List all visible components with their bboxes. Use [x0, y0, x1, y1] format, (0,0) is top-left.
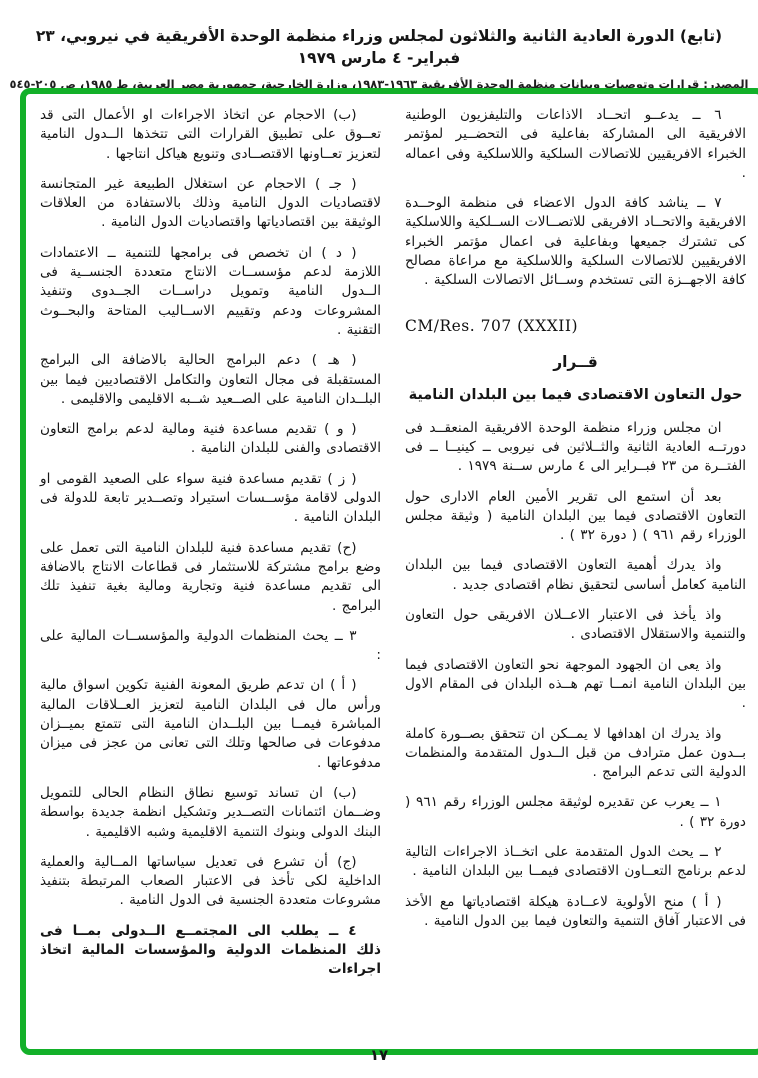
two-column-layout [40, 106, 746, 1039]
paragraph-preamble-6: واذ يدرك ان اهدافها لا يمــكن ان تتحقق بصــورة كاملة بــدون عمل مترادف من قبل الــدول المتقدمة والمنظمات الدولية التى تدعم البرامج . [405, 725, 746, 781]
paragraph-preamble-3: واذ يدرك أهمية التعاون الاقتصادى فيما بين البلدان النامية كعامل أساسى لتحقيق نظام اقتصادى جديد . [405, 557, 746, 593]
paragraph-preamble-5: واذ يعى ان الجهود الموجهة نحو التعاون الاقتصادى فيما بين البلدان النامية انمــا تهم هــذه البلدان فى المقام الاول . [405, 656, 746, 712]
document-header-title: (تابع) الدورة العادية الثانية والثلاثون لمجلس وزراء منظمة الوحدة الأفريقية في نيروبي، ٢٣ فبراير- ٤ مارس ١٩٧٩ [35, 27, 723, 67]
left-column [40, 106, 381, 1039]
paragraph-item-h: ( هـ ) دعم البرامج الحالية بالاضافة الى البرامج المستقبلة فى مجال التعاون والتكامل الاقتصاديين فيما بين البلــدان النامية على الصــعيد شــبه الاقليمى والاقليمى . [40, 352, 381, 407]
paragraph-item-7: ٧ ــ يناشد كافة الدول الاعضاء فى منظمة الوحــدة الافريقية والاتحــاد الافريقى للاتصــالات الســلكية واللاسلكية كى تشترك جميعها وبفاعلية فى اعمال مؤتمر الخبراء الافريقيين للاتصالات السلكية واللاسلكية مع مراعاة مصالح كافة الاجهــزة التى تستخدم وســائل الاتصالات السلكية . [405, 195, 746, 289]
document-header [0, 0, 758, 91]
paragraph-item-j: ( جـ ) الاحجام عن استغلال الطبيعة غير المتجانسة لاقتصاديات الدول النامية وذلك بالاستفادة من العلاقات الوثيقة بين اقتصادياتها واقتصاديات الدول النامية . [40, 175, 381, 231]
paragraph-operative-4: ٤ ــ يطلب الى المجتمــع الــدولى بمــا فى ذلك المنظمات الدولية والمؤسسات المالية اتخاذ اجراءات [40, 922, 381, 978]
content-border-box [20, 88, 758, 1055]
paragraph-preamble-1: ان مجلس وزراء منظمة الوحدة الافريقية المنعقــد فى دورتــه العادية الثانية والثــلاثين فى نيروبى ــ كينيــا ــ فى الفتــرة من ٢٣ فبــراير الى ٤ مارس ســنة ١٩٧٩ . [405, 419, 746, 475]
paragraph-preamble-2: بعد أن استمع الى تقرير الأمين العام الادارى حول التعاون الاقتصادى فيما بين البلدان النامية ( وثيقة مجلس الوزراء رقم ٩٦١ ) ( دورة ٣٢ ) . [405, 488, 746, 544]
paragraph-item-b: (ب) الاحجام عن اتخاذ الاجراءات او الأعمال التى قد تعــوق على تطبيق القرارات التى تتخذها الــدول النامية لتعزيز تعــاونها الاقتصــادى وتنويع هياكل انتاجها . [40, 107, 381, 162]
resolution-heading: قــرار [553, 352, 598, 371]
paragraph-item-hh: (ح) تقديم مساعدة فنية للبلدان النامية التى تعمل على وضع برامج مشتركة للاستثمار فى قطاعات الانتاج بالاضافة الى تقديم مساعدة فنية وتجارية ومالية بغية تنفيذ تلك البرامج . [40, 539, 381, 614]
paragraph-operative-3b: (ب) ان تساند توسيع نطاق النظام الحالى للتمويل وضــمان ائتمانات التصــدير وتشكيل انظمة جديدة بواسطة البنك الدولى وبنوك التنمية الاقليمية وشبه الاقليمية . [40, 784, 381, 840]
page-number: ١٧ [369, 1046, 389, 1064]
paragraph-operative-3: ٣ ــ يحث المنظمات الدولية والمؤسســات المالية على : [40, 627, 381, 664]
paragraph-operative-3a: ( أ ) ان تدعم طريق المعونة الفنية تكوين اسواق مالية ورأس مال فى البلدان النامية لتعزيز العــلاقات المالية المباشرة فيمــا بين البلــدان النامية التى تتمتع بميــزان مدفوعات فى صالحها وتلك التى تعانى من عجز فى ميزان مدفوعاتها . [40, 677, 381, 771]
paragraph-operative-2a: ( أ ) منح الأولوية لاعــادة هيكلة اقتصادياتها مع الأخذ فى الاعتبار آفاق التنمية والتعاون فيما بين الدول النامية . [405, 893, 746, 929]
paragraph-operative-2: ٢ ــ يحث الدول المتقدمة على اتخــاذ الاجراءات التالية لدعم برنامج التعــاون الاقتصادى فيمــا بين البلدان النامية . [405, 844, 746, 880]
paragraph-item-w: ( و ) تقديم مساعدة فنية ومالية لدعم برامج التعاون الاقتصادى والفنى للبلدان النامية . [40, 421, 381, 457]
paragraph-operative-1: ١ ــ يعرب عن تقديره لوثيقة مجلس الوزراء رقم ٩٦١ ( دورة ٣٢ ) . [405, 794, 746, 830]
paragraph-item-6: ٦ ــ يدعــو اتحــاد الاذاعات والتليفزيون الوطنية الافريقية الى المشاركة بفاعلية فى التحضــير لمؤتمر الخبراء الافريقيين للاتصالات السلكية واللاسلكية وفى اعماله . [405, 107, 746, 181]
right-column [405, 106, 746, 1039]
resolution-subject: حول التعاون الاقتصادى فيما بين البلدان النامية [408, 386, 743, 403]
document-source-line: المصدر: قرارات وتوصيات وبيانات منظمة الوحدة الأفريقية ١٩٦٣-١٩٨٣، وزارة الخارجية، جمهورية مصر العربية، ط ١٩٨٥، ص ٢٠٥-٥٤٥ [9, 77, 749, 92]
paragraph-preamble-4: واذ يأخذ فى الاعتبار الاعــلان الافريقى حول التعاون والتنمية والاستقلال الاقتصادى . [405, 607, 746, 643]
resolution-number: CM/Res. 707 (XXXII) [405, 316, 579, 335]
paragraph-operative-3c: (ج) أن تشرع فى تعديل سياساتها المــالية والعملية الداخلية لكى تأخذ فى الاعتبار الصعاب المرتبطة بتنفيذ مشروعات متعددة الجنسية فى الدول النامية . [40, 853, 381, 909]
paragraph-item-d: ( د ) ان تخصص فى برامجها للتنمية ــ الاعتمادات اللازمة لدعم مؤسســات الانتاج متعددة الجنســية فى الــدول النامية وتمويل دراســات الجــدوى وتنفيذ المشروعات ودعم وتقييم الاســاليب المتاحة والبحــوث التقنية . [40, 244, 381, 338]
paragraph-item-z: ( ز ) تقديم مساعدة فنية سواء على الصعيد القومى او الدولى لاقامة مؤســسات استيراد وتصــدير تابعة للدولة فى البلدان النامية . [40, 470, 381, 526]
